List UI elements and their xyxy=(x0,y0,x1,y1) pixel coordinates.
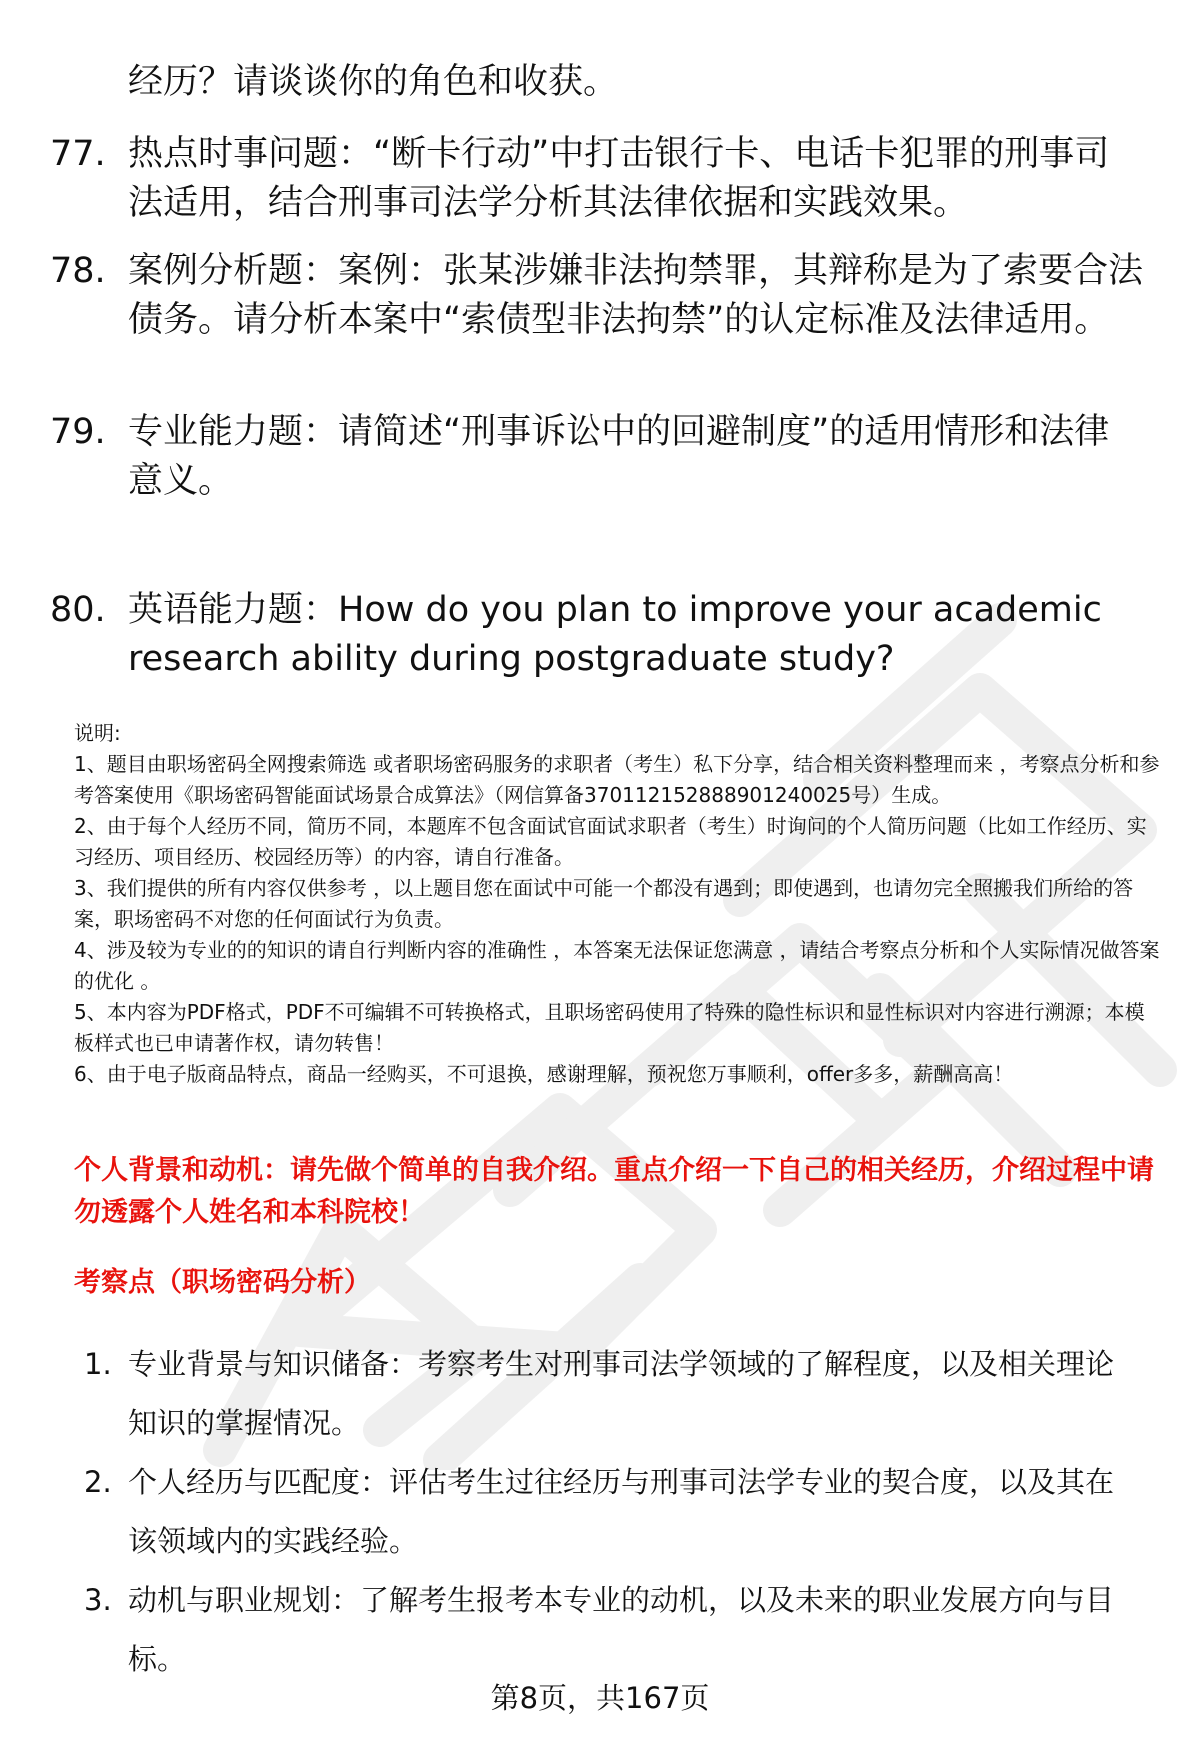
analysis-heading: 考察点（职场密码分析） xyxy=(74,1267,371,1298)
featured-question: 个人背景和动机：请先做个简单的自我介绍。重点介绍一下自己的相关经历，介绍过程中请勿透露个人姓名和本科院校！ xyxy=(74,1155,1154,1228)
point-number: 2. xyxy=(84,1465,112,1499)
note-item: 3、我们提供的所有内容仅供参考 ，以上题目您在面试中可能一个都没有遇到；即使遇到，也请勿完全照搬我们所给的答案，职场密码不对您的任何面试行为负责。 xyxy=(74,876,1134,931)
question-text: 专业能力题：请简述“刑事诉讼中的回避制度”的适用情形和法律意义。 xyxy=(128,412,1110,501)
note-item: 4、涉及较为专业的的知识的请自行判断内容的准确性 ，本答案无法保证您满意 ，请结合考察点分析和个人实际情况做答案的优化 。 xyxy=(74,938,1160,993)
question-text: 案例分析题：案例：张某涉嫌非法拘禁罪，其辩称是为了索要合法债务。请分析本案中“索债型非法拘禁”的认定标准及法律适用。 xyxy=(128,251,1144,340)
note-item: 1、题目由职场密码全网搜索筛选 或者职场密码服务的求职者（考生）私下分享，结合相关资料整理而来 ，考察点分析和参考答案使用《职场密码智能面试场景合成算法》（网信算备370112152888901240025号）生成。 xyxy=(74,752,1160,807)
question-number: 79. xyxy=(50,412,106,452)
point-text: 专业背景与知识储备：考察考生对刑事司法学领域的了解程度，以及相关理论知识的掌握情况。 xyxy=(128,1347,1115,1440)
analysis-points-list xyxy=(84,1335,1164,1689)
analysis-point xyxy=(84,1453,1164,1571)
analysis-point xyxy=(84,1571,1164,1689)
question-79 xyxy=(50,408,1150,506)
question-76-continuation xyxy=(50,58,1150,107)
question-number: 78. xyxy=(50,251,106,291)
note-item: 6、由于电子版商品特点，商品一经购买，不可退换，感谢理解，预祝您万事顺利，offer多多，薪酬高高！ xyxy=(74,1062,1014,1086)
note-item: 2、由于每个人经历不同，简历不同，本题库不包含面试官面试求职者（考生）时询问的个人简历问题（比如工作经历、实习经历、项目经历、校园经历等）的内容，请自行准备。 xyxy=(74,814,1147,869)
point-number: 3. xyxy=(84,1583,112,1617)
question-text: 英语能力题：How do you plan to improve your academic research ability during postgraduate study? xyxy=(128,590,1102,679)
question-number: 77. xyxy=(50,134,106,174)
question-text: 经历？请谈谈你的角色和收获。 xyxy=(128,62,619,102)
analysis-point xyxy=(84,1335,1164,1453)
question-77 xyxy=(50,130,1150,228)
point-number: 1. xyxy=(84,1347,112,1381)
question-80 xyxy=(50,586,1150,684)
note-item: 5、本内容为PDF格式，PDF不可编辑不可转换格式，且职场密码使用了特殊的隐性标识和显性标识对内容进行溯源；本模板样式也已申请著作权，请勿转售！ xyxy=(74,1000,1145,1055)
question-number: 80. xyxy=(50,590,106,630)
point-text: 动机与职业规划：了解考生报考本专业的动机，以及未来的职业发展方向与目标。 xyxy=(128,1583,1115,1676)
page-footer: 第8页，共167页 xyxy=(490,1681,710,1715)
question-78 xyxy=(50,247,1150,345)
question-text: 热点时事问题：“断卡行动”中打击银行卡、电话卡犯罪的刑事司法适用，结合刑事司法学分析其法律依据和实践效果。 xyxy=(128,134,1110,223)
notes-section xyxy=(74,718,1164,1090)
notes-heading: 说明: xyxy=(74,721,121,745)
point-text: 个人经历与匹配度：评估考生过往经历与刑事司法学专业的契合度，以及其在该领域内的实践经验。 xyxy=(128,1465,1115,1558)
